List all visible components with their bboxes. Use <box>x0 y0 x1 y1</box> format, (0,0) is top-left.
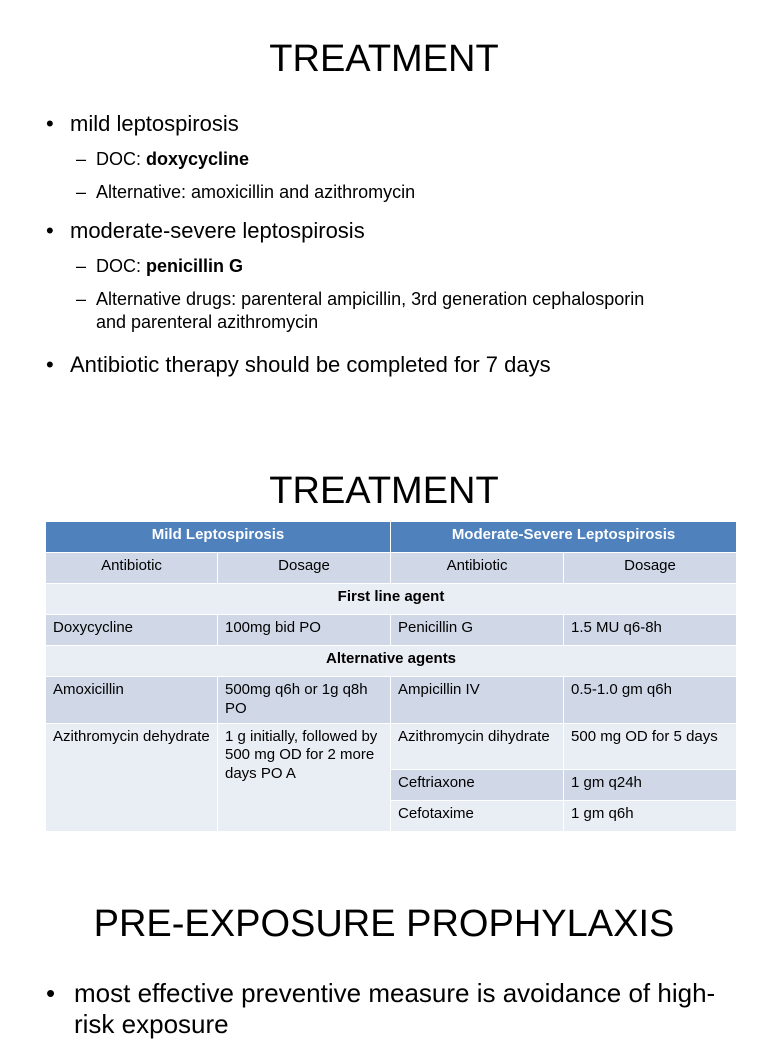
table-cell: Cefotaxime <box>391 800 564 831</box>
alt-text: Alternative drugs: parenteral ampicillin, 3rd generation cephalosporin and parenteral azithromycin <box>96 289 645 333</box>
table-cell: 100mg bid PO <box>218 615 391 646</box>
table-cell: 1 gm q24h <box>564 769 737 800</box>
slide1-title: TREATMENT <box>269 38 499 80</box>
bullet-dot-icon: • <box>46 352 54 377</box>
table-cell: 1 g initially, followed by 500 mg OD for 2 more days PO A <box>218 723 391 831</box>
table-cell: 500mg q6h or 1g q8h PO <box>218 677 391 724</box>
dash-icon: – <box>76 149 87 169</box>
table-cell: Doxycycline <box>46 615 218 646</box>
group-header-mild: Mild Leptospirosis <box>46 522 391 553</box>
slide2-title: TREATMENT <box>269 470 499 512</box>
bullet-text: moderate-severe leptospirosis <box>70 218 365 243</box>
table-cell: Amoxicillin <box>46 677 218 724</box>
bullet-text: Antibiotic therapy should be completed for 7 days <box>70 352 551 377</box>
table-cell: Azithromycin dihydrate <box>391 723 564 769</box>
section-label: First line agent <box>46 584 737 615</box>
bullet-dot-icon: • <box>46 978 56 1008</box>
table-column-header <box>46 553 737 584</box>
table-cell: Penicillin G <box>391 615 564 646</box>
section-row-alternative <box>46 646 737 677</box>
table-cell: 1 gm q6h <box>564 800 737 831</box>
doc-prefix: DOC: <box>96 149 147 169</box>
column-header: Dosage <box>218 553 391 584</box>
bullet-text: most effective preventive measure is avoidance of high-risk exposure <box>74 978 716 1040</box>
table-cell: 500 mg OD for 5 days <box>564 723 737 769</box>
column-header: Antibiotic <box>46 553 218 584</box>
group-header-moderate: Moderate-Severe Leptospirosis <box>391 522 737 553</box>
table-row <box>46 677 737 724</box>
section-row-first-line <box>46 584 737 615</box>
bullet-dot-icon: • <box>46 111 54 136</box>
dash-icon: – <box>76 256 87 276</box>
table-cell: Ceftriaxone <box>391 769 564 800</box>
table-cell: 1.5 MU q6-8h <box>564 615 737 646</box>
table-cell: Ampicillin IV <box>391 677 564 724</box>
column-header: Dosage <box>564 553 737 584</box>
doc-drug: penicillin G <box>146 256 244 276</box>
bullet-text: mild leptospirosis <box>70 111 239 136</box>
section-label: Alternative agents <box>46 646 737 677</box>
bullet-dot-icon: • <box>46 218 54 243</box>
table-row <box>46 615 737 646</box>
slide3-title: PRE-EXPOSURE PROPHYLAXIS <box>93 903 675 945</box>
dash-icon: – <box>76 289 87 309</box>
dash-icon: – <box>76 182 87 202</box>
table-group-header <box>46 522 737 553</box>
doc-drug: doxycycline <box>146 149 250 169</box>
treatment-table <box>45 521 737 832</box>
table-cell: 0.5-1.0 gm q6h <box>564 677 737 724</box>
column-header: Antibiotic <box>391 553 564 584</box>
table-row <box>46 723 737 769</box>
alt-text: Alternative: amoxicillin and azithromycin <box>96 182 416 202</box>
doc-prefix: DOC: <box>96 256 147 276</box>
table-cell: Azithromycin dehydrate <box>46 723 218 831</box>
